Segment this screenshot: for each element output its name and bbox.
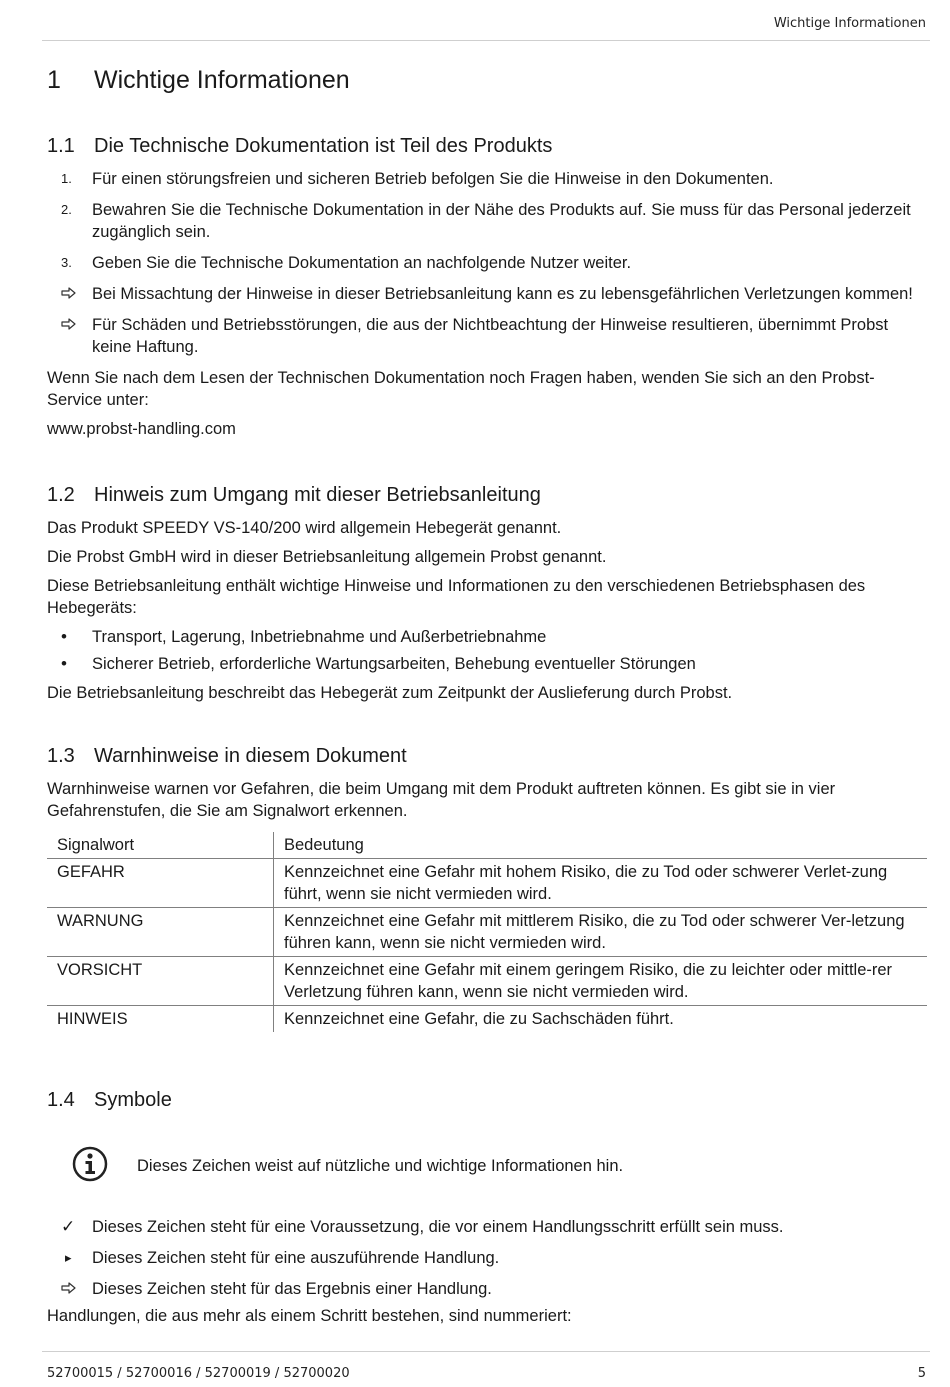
outline-arrow-right-icon	[61, 1281, 77, 1295]
section-number: 1.3	[47, 745, 75, 767]
section-number: 1.2	[47, 484, 75, 506]
table-row	[47, 908, 927, 957]
chapter-title: Wichtige Informationen	[94, 66, 350, 94]
section-number: 1.4	[47, 1089, 75, 1111]
paragraph: Das Produkt SPEEDY VS-140/200 wird allgemein Hebegerät genannt.	[47, 519, 562, 537]
section-number: 1.1	[47, 135, 75, 157]
bullet-dot-icon: •	[61, 627, 67, 646]
section-heading-1-1	[47, 132, 927, 160]
table-header-row	[47, 832, 927, 859]
result-text: Bei Missachtung der Hinweise in dieser Betriebsanleitung kann es zu lebensgefährlichen Verletzungen kommen!	[92, 285, 913, 303]
result-text: Für Schäden und Betriebsstörungen, die aus der Nichtbeachtung der Hinweise resultieren, übernimmt Probst keine Haftung.	[92, 316, 889, 356]
paragraph: Die Betriebsanleitung beschreibt das Hebegerät zum Zeitpunkt der Auslieferung durch Probst.	[47, 684, 733, 702]
signal-word-cell: VORSICHT	[47, 957, 274, 1006]
section-heading-1-2	[47, 481, 927, 509]
bullet-item	[47, 626, 927, 648]
info-symbol-row	[47, 1146, 927, 1206]
chapter-number: 1	[47, 66, 61, 94]
result-symbol-text: Dieses Zeichen steht für das Ergebnis einer Handlung.	[92, 1280, 492, 1298]
meaning-cell: Kennzeichnet eine Gefahr mit hohem Risiko, die zu Tod oder schwerer Verlet-zung führt, wenn sie nicht vermieden wird.	[274, 859, 928, 908]
info-symbol-text: Dieses Zeichen weist auf nützliche und wichtige Informationen hin.	[137, 1157, 624, 1175]
section-heading-1-3	[47, 742, 927, 770]
signal-word-table	[47, 832, 927, 1032]
step-number: 2.	[61, 202, 72, 217]
step-item	[47, 199, 927, 243]
meaning-cell: Kennzeichnet eine Gefahr mit mittlerem Risiko, die zu Tod oder schwerer Ver-letzung führen kann, wenn sie nicht vermieden wird.	[274, 908, 928, 957]
section-title: Warnhinweise in diesem Dokument	[94, 745, 407, 767]
action-item	[47, 1247, 927, 1269]
triangle-right-icon: ▸	[65, 1250, 72, 1265]
chapter-heading	[47, 62, 927, 98]
step-text: Bewahren Sie die Technische Dokumentation in der Nähe des Produkts auf. Sie muss für das Personal jederzeit zugänglich sein.	[92, 201, 911, 241]
running-header: Wichtige Informationen	[773, 16, 926, 31]
action-text: Dieses Zeichen steht für eine auszuführende Handlung.	[92, 1249, 500, 1267]
footer-rule	[42, 1351, 930, 1352]
paragraph: Warnhinweise warnen vor Gefahren, die beim Umgang mit dem Produkt auftreten können. Es gibt sie in vier Gefahrenstufen, die Sie am Signalwort erkennen.	[47, 780, 836, 820]
table-row	[47, 859, 927, 908]
section-title: Die Technische Dokumentation ist Teil des Produkts	[94, 135, 553, 157]
result-symbol-item	[47, 1278, 927, 1300]
step-number: 1.	[61, 171, 72, 186]
paragraph: Die Probst GmbH wird in dieser Betriebsanleitung allgemein Probst genannt.	[47, 548, 607, 566]
signal-word-cell: WARNUNG	[47, 908, 274, 957]
section-title: Symbole	[94, 1089, 172, 1111]
signal-word-cell: GEFAHR	[47, 859, 274, 908]
bullet-text: Transport, Lagerung, Inbetriebnahme und Außerbetriebnahme	[92, 628, 547, 646]
table-row	[47, 1006, 927, 1033]
paragraph: Diese Betriebsanleitung enthält wichtige Hinweise und Informationen zu den verschiedenen Betriebsphasen des Hebegeräts:	[47, 577, 866, 617]
outline-arrow-right-icon	[61, 286, 77, 300]
step-number: 3.	[61, 255, 72, 270]
bullet-text: Sicherer Betrieb, erforderliche Wartungsarbeiten, Behebung eventueller Störungen	[92, 655, 696, 673]
meaning-cell: Kennzeichnet eine Gefahr mit einem geringem Risiko, die zu leichter oder mittle-rer Verletzung führen kann, wenn sie nicht vermieden wird.	[274, 957, 928, 1006]
prerequisite-text: Dieses Zeichen steht für eine Voraussetzung, die vor einem Handlungsschritt erfüllt sein muss.	[92, 1218, 784, 1236]
step-item	[47, 168, 927, 190]
section-heading-1-4	[47, 1086, 927, 1114]
result-item	[47, 314, 927, 358]
contact-paragraph: Wenn Sie nach dem Lesen der Technischen Dokumentation noch Fragen haben, wenden Sie sich an den Probst-Service unter:	[47, 369, 875, 409]
signal-word-cell: HINWEIS	[47, 1006, 274, 1033]
page-content	[47, 62, 927, 1334]
paragraph: Handlungen, die aus mehr als einem Schritt bestehen, sind nummeriert:	[47, 1307, 572, 1325]
header-rule	[42, 40, 930, 41]
info-circle-icon	[72, 1146, 108, 1182]
outline-arrow-right-icon	[61, 317, 77, 331]
footer-part-numbers: 52700015 / 52700016 / 52700019 / 52700020	[47, 1366, 350, 1381]
table-header-cell: Signalwort	[47, 832, 274, 859]
website-link[interactable]: www.probst-handling.com	[47, 420, 236, 438]
step-item	[47, 252, 927, 274]
prerequisite-item	[47, 1216, 927, 1238]
checkmark-icon: ✓	[61, 1217, 76, 1236]
result-item	[47, 283, 927, 305]
step-text: Für einen störungsfreien und sicheren Betrieb befolgen Sie die Hinweise in den Dokumenten.	[92, 170, 774, 188]
bullet-item	[47, 653, 927, 675]
page-number: 5	[917, 1366, 926, 1381]
meaning-cell: Kennzeichnet eine Gefahr, die zu Sachschäden führt.	[274, 1006, 928, 1033]
table-header-cell: Bedeutung	[284, 836, 364, 854]
section-title: Hinweis zum Umgang mit dieser Betriebsanleitung	[94, 484, 541, 506]
bullet-dot-icon: •	[61, 654, 67, 673]
table-row	[47, 957, 927, 1006]
step-text: Geben Sie die Technische Dokumentation an nachfolgende Nutzer weiter.	[92, 254, 632, 272]
